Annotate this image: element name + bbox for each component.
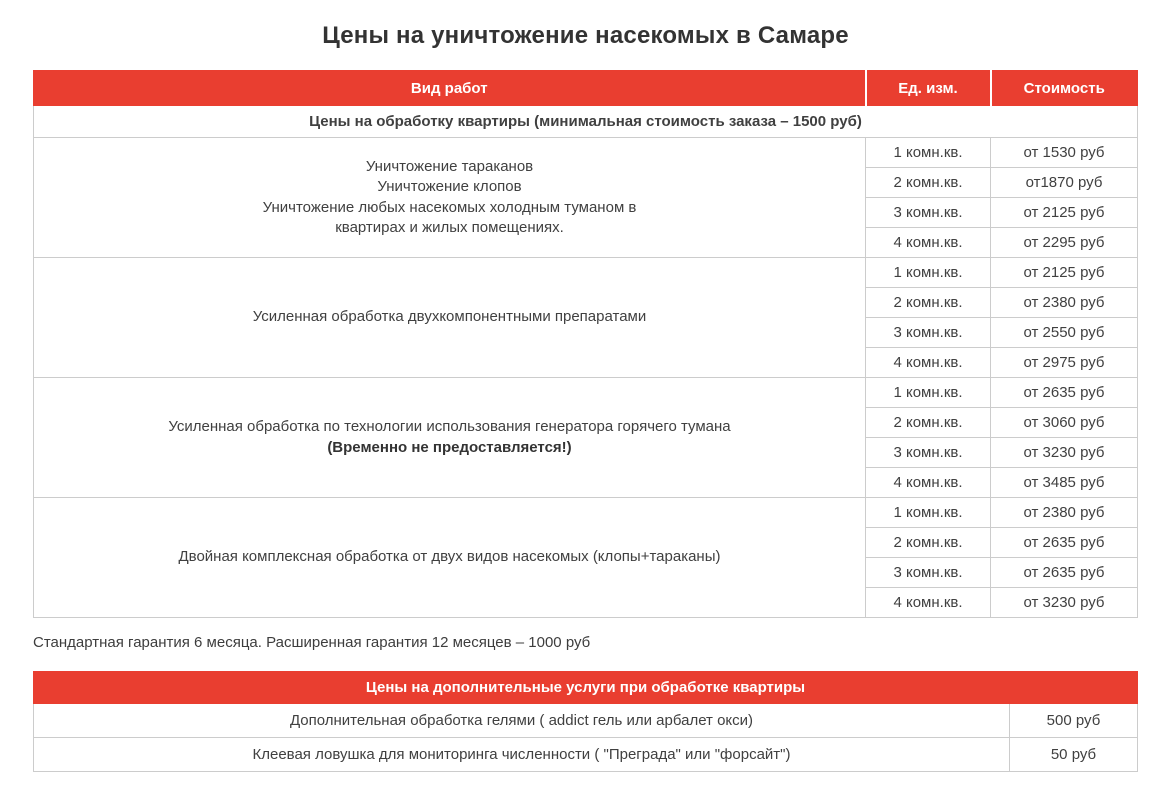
service-description (34, 258, 866, 378)
extras-table (33, 671, 1138, 772)
extras-service-cell: Дополнительная обработка гелями ( addict гель или арбалет окси) (34, 704, 1010, 738)
unit-cell: 1 комн.кв. (866, 498, 991, 528)
col-header-cost: Стоимость (991, 71, 1138, 106)
service-description (34, 498, 866, 618)
service-line: Уничтожение тараканов (365, 158, 534, 175)
service-line: Двойная комплексная обработка от двух видов насекомых (клопы+тараканы) (178, 548, 721, 566)
price-cell: от 2380 руб (991, 498, 1138, 528)
col-header-work-type: Вид работ (34, 71, 866, 106)
unit-cell: 3 комн.кв. (866, 198, 991, 228)
unit-cell: 4 комн.кв. (866, 228, 991, 258)
unit-cell: 2 комн.кв. (866, 288, 991, 318)
service-line: квартирах и жилых помещениях. (335, 218, 564, 236)
unit-cell: 1 комн.кв. (866, 138, 991, 168)
extras-price-cell: 50 руб (1010, 738, 1138, 772)
service-line: Усиленная обработка по технологии использования генератора горячего тумана (168, 418, 731, 436)
unit-cell: 3 комн.кв. (866, 438, 991, 468)
unit-cell: 3 комн.кв. (866, 318, 991, 348)
table-row (34, 138, 1138, 168)
price-cell: от 2295 руб (991, 228, 1138, 258)
extras-service-cell: Клеевая ловушка для мониторинга численности ( "Преграда" или "форсайт") (34, 738, 1010, 772)
table-row (34, 258, 1138, 288)
price-cell: от 1530 руб (991, 138, 1138, 168)
table-row (34, 498, 1138, 528)
price-cell: от 2125 руб (991, 258, 1138, 288)
extras-header-row (34, 672, 1138, 704)
price-cell: от 2550 руб (991, 318, 1138, 348)
price-cell: от 3060 руб (991, 408, 1138, 438)
unit-cell: 2 комн.кв. (866, 168, 991, 198)
unit-cell: 4 комн.кв. (866, 468, 991, 498)
service-line: Усиленная обработка двухкомпонентными препаратами (252, 308, 647, 326)
price-cell: от 3230 руб (991, 438, 1138, 468)
service-description (34, 138, 866, 258)
section-header-row (34, 106, 1138, 138)
table-row (34, 378, 1138, 408)
price-cell: от 2380 руб (991, 288, 1138, 318)
page-title: Цены на уничтожение насекомых в Самаре (322, 22, 849, 49)
service-unavailable-note: (Временно не предоставляется!) (327, 438, 572, 456)
extras-row (34, 738, 1138, 772)
unit-cell: 3 комн.кв. (866, 558, 991, 588)
price-cell: от 2635 руб (991, 558, 1138, 588)
extras-row (34, 704, 1138, 738)
price-cell: от 2635 руб (991, 378, 1138, 408)
unit-cell: 1 комн.кв. (866, 378, 991, 408)
service-description (34, 378, 866, 498)
unit-cell: 2 комн.кв. (866, 408, 991, 438)
unit-cell: 2 комн.кв. (866, 528, 991, 558)
service-line: Уничтожение любых насекомых холодным туманом в (262, 198, 637, 216)
price-table (33, 70, 1138, 618)
warranty-note: Стандартная гарантия 6 месяца. Расширенная гарантия 12 месяцев – 1000 руб (33, 634, 591, 651)
extras-header-cell: Цены на дополнительные услуги при обработке квартиры (34, 672, 1138, 704)
price-cell: от1870 руб (991, 168, 1138, 198)
col-header-unit: Ед. изм. (866, 71, 991, 106)
price-cell: от 2975 руб (991, 348, 1138, 378)
price-cell: от 3230 руб (991, 588, 1138, 618)
price-cell: от 2125 руб (991, 198, 1138, 228)
unit-cell: 4 комн.кв. (866, 348, 991, 378)
price-cell: от 3485 руб (991, 468, 1138, 498)
unit-cell: 1 комн.кв. (866, 258, 991, 288)
section-header-cell: Цены на обработку квартиры (минимальная стоимость заказа – 1500 руб) (34, 106, 1138, 138)
table-header-row (34, 71, 1138, 106)
price-cell: от 2635 руб (991, 528, 1138, 558)
extras-price-cell: 500 руб (1010, 704, 1138, 738)
unit-cell: 4 комн.кв. (866, 588, 991, 618)
service-line: Уничтожение клопов (377, 178, 522, 196)
